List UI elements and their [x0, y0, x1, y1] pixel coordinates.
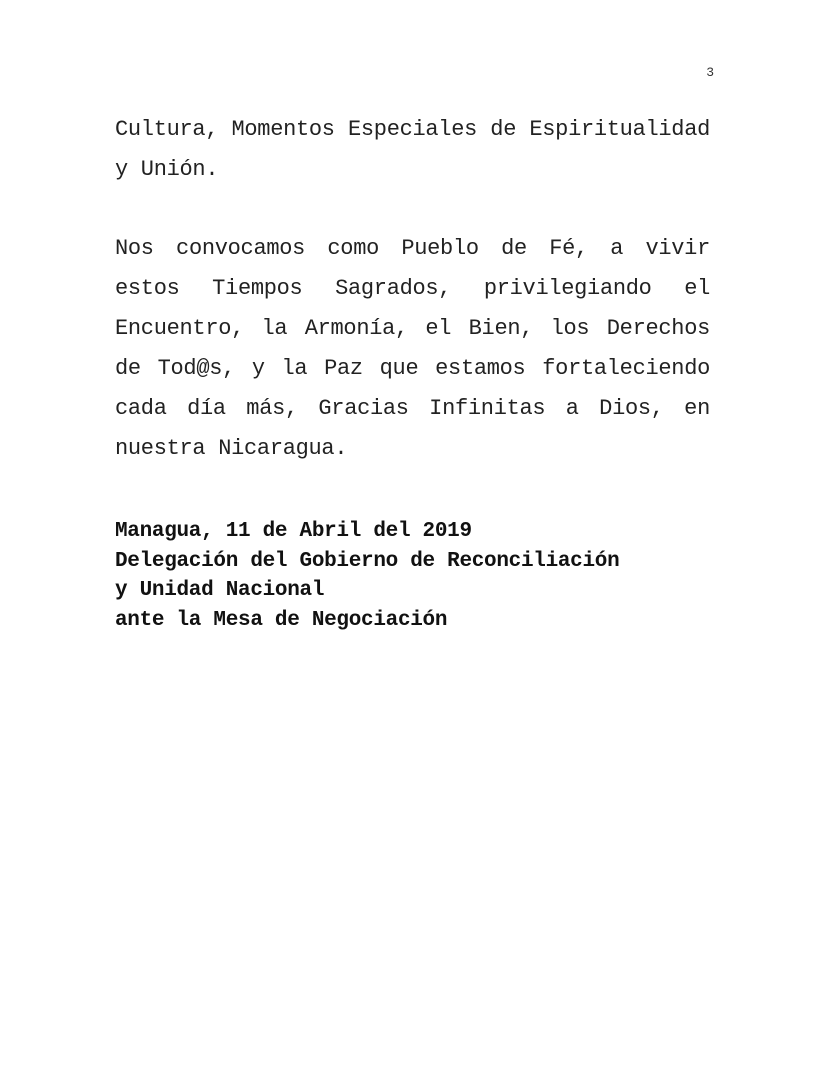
signature-delegation: Delegación del Gobierno de Reconciliación — [115, 549, 620, 573]
signature-block — [115, 517, 735, 635]
signature-place-date: Managua, 11 de Abril del 2019 — [115, 520, 472, 543]
signature-negotiation-table: ante la Mesa de Negociación — [115, 608, 448, 632]
signature-government-unity: y Unidad Nacional — [115, 579, 325, 602]
page-number: 3 — [706, 65, 714, 80]
body-paragraph-continuation: Cultura, Momentos Especiales de Espiritualidad y Unión. — [115, 117, 710, 182]
body-paragraph-convocation: Nos convocamos como Pueblo de Fé, a vivir estos Tiempos Sagrados, privilegiando el Encuentro, la Armonía, el Bien, los Derechos de Tod@s, y la Paz que estamos fortaleciendo cada día más, Gracias Infinitas a Dios, en nuestra Nicaragua. — [115, 236, 710, 461]
